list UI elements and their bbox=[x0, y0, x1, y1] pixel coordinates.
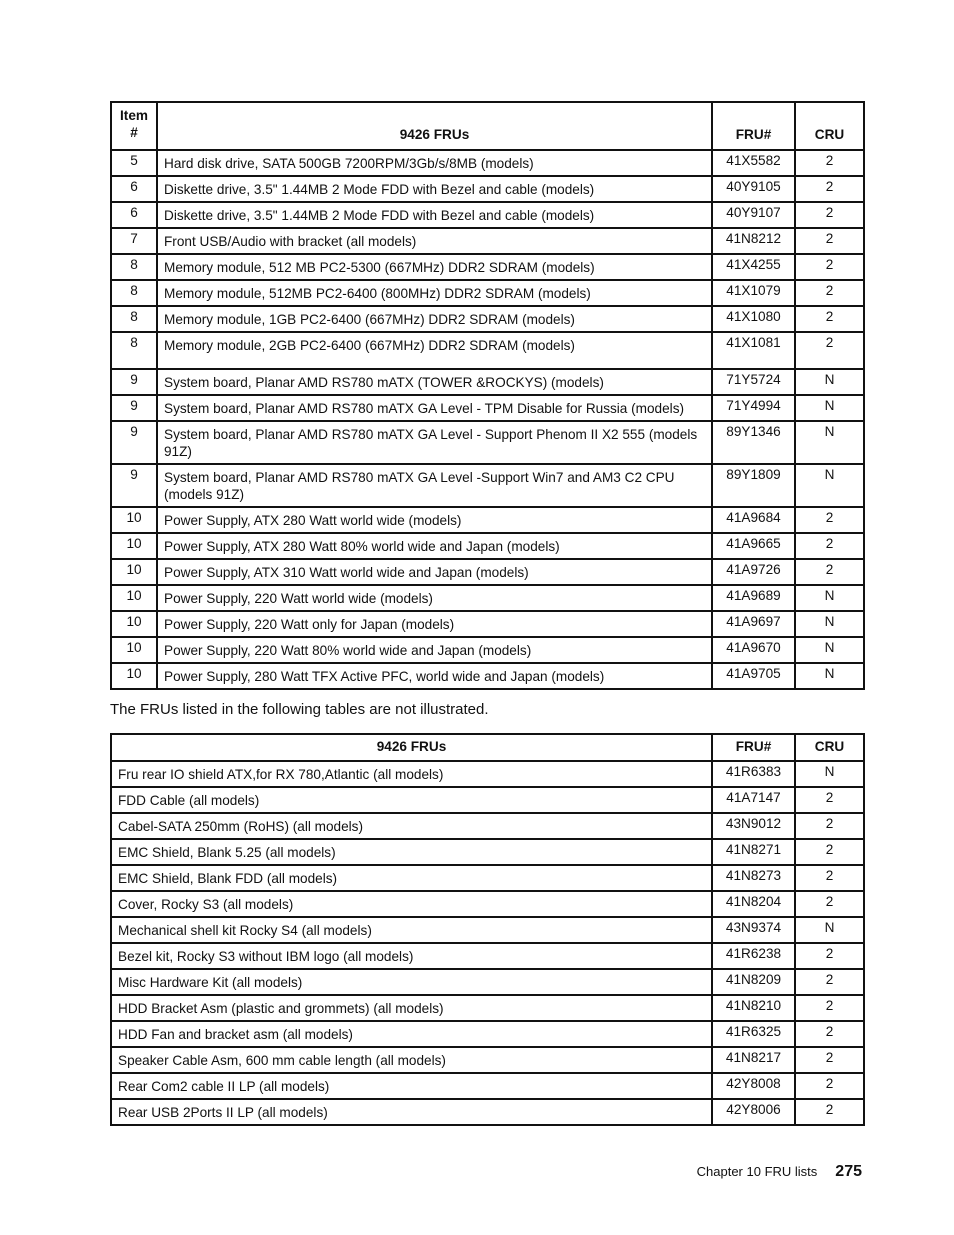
fru-number-cell: 41X1079 bbox=[712, 280, 795, 306]
fru-number-cell: 41N8273 bbox=[712, 865, 795, 891]
cru-cell: N bbox=[795, 421, 864, 464]
cru-cell: 2 bbox=[795, 943, 864, 969]
fru-number-cell: 41N8210 bbox=[712, 995, 795, 1021]
table-row bbox=[111, 280, 864, 306]
table-row bbox=[111, 533, 864, 559]
description-cell: HDD Bracket Asm (plastic and grommets) (all models) bbox=[111, 995, 712, 1021]
fru-number-cell: 41A9726 bbox=[712, 559, 795, 585]
table-row bbox=[111, 969, 864, 995]
table-row bbox=[111, 585, 864, 611]
table-row bbox=[111, 1047, 864, 1073]
description-cell: Bezel kit, Rocky S3 without IBM logo (all models) bbox=[111, 943, 712, 969]
description-cell: System board, Planar AMD RS780 mATX (TOWER &ROCKYS) (models) bbox=[157, 369, 712, 395]
page-footer bbox=[697, 1163, 862, 1181]
table-row bbox=[111, 1021, 864, 1047]
table-header-row bbox=[111, 734, 864, 761]
cru-cell: 2 bbox=[795, 865, 864, 891]
table-header-row bbox=[111, 102, 864, 150]
column-header-cru: CRU bbox=[795, 734, 864, 761]
description-cell: Memory module, 2GB PC2-6400 (667MHz) DDR2 SDRAM (models) bbox=[157, 332, 712, 369]
column-header-item: Item # bbox=[111, 102, 157, 150]
cru-cell: 2 bbox=[795, 839, 864, 865]
fru-table-not-illustrated bbox=[110, 733, 865, 1126]
table-row bbox=[111, 369, 864, 395]
fru-table-illustrated bbox=[110, 101, 865, 690]
item-cell: 8 bbox=[111, 306, 157, 332]
cru-cell: 2 bbox=[795, 306, 864, 332]
table-row bbox=[111, 663, 864, 689]
cru-cell: 2 bbox=[795, 176, 864, 202]
table-row bbox=[111, 150, 864, 176]
fru-number-cell: 41N8204 bbox=[712, 891, 795, 917]
cru-cell: 2 bbox=[795, 559, 864, 585]
description-cell: System board, Planar AMD RS780 mATX GA Level - Support Phenom II X2 555 (models 91Z) bbox=[157, 421, 712, 464]
fru-number-cell: 40Y9107 bbox=[712, 202, 795, 228]
fru-number-cell: 41A9697 bbox=[712, 611, 795, 637]
cru-cell: 2 bbox=[795, 787, 864, 813]
cru-cell: 2 bbox=[795, 254, 864, 280]
table-row bbox=[111, 464, 864, 507]
table-row bbox=[111, 202, 864, 228]
description-cell: Power Supply, 220 Watt only for Japan (models) bbox=[157, 611, 712, 637]
fru-number-cell: 41A7147 bbox=[712, 787, 795, 813]
table-row bbox=[111, 332, 864, 369]
item-cell: 5 bbox=[111, 150, 157, 176]
cru-cell: N bbox=[795, 761, 864, 787]
cru-cell: 2 bbox=[795, 533, 864, 559]
chapter-label: Chapter 10 FRU lists bbox=[696, 1164, 818, 1179]
fru-number-cell: 41N8271 bbox=[712, 839, 795, 865]
description-cell: Power Supply, 220 Watt world wide (models) bbox=[157, 585, 712, 611]
cru-cell: 2 bbox=[795, 1021, 864, 1047]
description-cell: Hard disk drive, SATA 500GB 7200RPM/3Gb/s/8MB (models) bbox=[157, 150, 712, 176]
cru-cell: N bbox=[795, 917, 864, 943]
cru-cell: 2 bbox=[795, 332, 864, 369]
fru-number-cell: 41X5582 bbox=[712, 150, 795, 176]
description-cell: Speaker Cable Asm, 600 mm cable length (all models) bbox=[111, 1047, 712, 1073]
cru-cell: 2 bbox=[795, 813, 864, 839]
description-cell: EMC Shield, Blank FDD (all models) bbox=[111, 865, 712, 891]
item-cell: 10 bbox=[111, 611, 157, 637]
description-cell: Power Supply, ATX 310 Watt world wide and Japan (models) bbox=[157, 559, 712, 585]
cru-cell: N bbox=[795, 395, 864, 421]
table-row bbox=[111, 761, 864, 787]
description-cell: Diskette drive, 3.5" 1.44MB 2 Mode FDD with Bezel and cable (models) bbox=[157, 202, 712, 228]
item-cell: 10 bbox=[111, 637, 157, 663]
page-number: 275 bbox=[835, 1163, 862, 1180]
cru-cell: 2 bbox=[795, 969, 864, 995]
description-cell: Cover, Rocky S3 (all models) bbox=[111, 891, 712, 917]
cru-cell: 2 bbox=[795, 995, 864, 1021]
cru-cell: 2 bbox=[795, 202, 864, 228]
fru-number-cell: 41X1080 bbox=[712, 306, 795, 332]
fru-number-cell: 41X4255 bbox=[712, 254, 795, 280]
description-cell: Power Supply, ATX 280 Watt world wide (models) bbox=[157, 507, 712, 533]
fru-number-cell: 41A9705 bbox=[712, 663, 795, 689]
fru-number-cell: 41A9665 bbox=[712, 533, 795, 559]
fru-number-cell: 41X1081 bbox=[712, 332, 795, 369]
fru-number-cell: 89Y1809 bbox=[712, 464, 795, 507]
table-row bbox=[111, 559, 864, 585]
column-header-description: 9426 FRUs bbox=[157, 102, 712, 150]
fru-number-cell: 41A9670 bbox=[712, 637, 795, 663]
cru-cell: 2 bbox=[795, 507, 864, 533]
fru-number-cell: 41A9684 bbox=[712, 507, 795, 533]
column-header-description: 9426 FRUs bbox=[111, 734, 712, 761]
description-cell: FDD Cable (all models) bbox=[111, 787, 712, 813]
table-row bbox=[111, 637, 864, 663]
cru-cell: 2 bbox=[795, 1073, 864, 1099]
description-cell: Memory module, 512 MB PC2-5300 (667MHz) DDR2 SDRAM (models) bbox=[157, 254, 712, 280]
item-cell: 10 bbox=[111, 533, 157, 559]
description-cell: EMC Shield, Blank 5.25 (all models) bbox=[111, 839, 712, 865]
item-cell: 9 bbox=[111, 395, 157, 421]
description-cell: HDD Fan and bracket asm (all models) bbox=[111, 1021, 712, 1047]
fru-number-cell: 41N8217 bbox=[712, 1047, 795, 1073]
fru-number-cell: 71Y4994 bbox=[712, 395, 795, 421]
table-row bbox=[111, 995, 864, 1021]
table-row bbox=[111, 839, 864, 865]
fru-number-cell: 41R6238 bbox=[712, 943, 795, 969]
table-row bbox=[111, 1099, 864, 1125]
cru-cell: 2 bbox=[795, 1099, 864, 1125]
cru-cell: 2 bbox=[795, 891, 864, 917]
table-row bbox=[111, 865, 864, 891]
cru-cell: 2 bbox=[795, 280, 864, 306]
fru-number-cell: 40Y9105 bbox=[712, 176, 795, 202]
table-row bbox=[111, 891, 864, 917]
fru-number-cell: 43N9374 bbox=[712, 917, 795, 943]
item-cell: 10 bbox=[111, 559, 157, 585]
description-cell: Rear Com2 cable II LP (all models) bbox=[111, 1073, 712, 1099]
item-cell: 6 bbox=[111, 176, 157, 202]
table-row bbox=[111, 306, 864, 332]
item-cell: 10 bbox=[111, 507, 157, 533]
table-row bbox=[111, 507, 864, 533]
description-cell: Memory module, 512MB PC2-6400 (800MHz) DDR2 SDRAM (models) bbox=[157, 280, 712, 306]
column-header-fru: FRU# bbox=[712, 102, 795, 150]
item-cell: 6 bbox=[111, 202, 157, 228]
cru-cell: N bbox=[795, 611, 864, 637]
table-row bbox=[111, 943, 864, 969]
table-row bbox=[111, 228, 864, 254]
item-cell: 8 bbox=[111, 280, 157, 306]
fru-number-cell: 41N8209 bbox=[712, 969, 795, 995]
cru-cell: N bbox=[795, 464, 864, 507]
fru-number-cell: 41R6383 bbox=[712, 761, 795, 787]
item-cell: 10 bbox=[111, 585, 157, 611]
table-row bbox=[111, 1073, 864, 1099]
table-row bbox=[111, 813, 864, 839]
table-row bbox=[111, 176, 864, 202]
description-cell: Cabel-SATA 250mm (RoHS) (all models) bbox=[111, 813, 712, 839]
item-cell: 8 bbox=[111, 332, 157, 369]
description-cell: Power Supply, ATX 280 Watt 80% world wide and Japan (models) bbox=[157, 533, 712, 559]
description-cell: System board, Planar AMD RS780 mATX GA Level -Support Win7 and AM3 C2 CPU (models 91Z) bbox=[157, 464, 712, 507]
fru-number-cell: 43N9012 bbox=[712, 813, 795, 839]
fru-number-cell: 41N8212 bbox=[712, 228, 795, 254]
cru-cell: N bbox=[795, 369, 864, 395]
cru-cell: N bbox=[795, 663, 864, 689]
table-row bbox=[111, 421, 864, 464]
column-header-cru: CRU bbox=[795, 102, 864, 150]
fru-number-cell: 42Y8006 bbox=[712, 1099, 795, 1125]
intro-paragraph: The FRUs listed in the following tables are not illustrated. bbox=[110, 701, 489, 718]
description-cell: Mechanical shell kit Rocky S4 (all models) bbox=[111, 917, 712, 943]
column-header-fru: FRU# bbox=[712, 734, 795, 761]
description-cell: Power Supply, 280 Watt TFX Active PFC, world wide and Japan (models) bbox=[157, 663, 712, 689]
item-cell: 7 bbox=[111, 228, 157, 254]
table-row bbox=[111, 254, 864, 280]
item-cell: 8 bbox=[111, 254, 157, 280]
fru-number-cell: 41R6325 bbox=[712, 1021, 795, 1047]
fru-number-cell: 41A9689 bbox=[712, 585, 795, 611]
table-row bbox=[111, 395, 864, 421]
item-cell: 9 bbox=[111, 421, 157, 464]
description-cell: Memory module, 1GB PC2-6400 (667MHz) DDR2 SDRAM (models) bbox=[157, 306, 712, 332]
cru-cell: N bbox=[795, 585, 864, 611]
description-cell: Rear USB 2Ports II LP (all models) bbox=[111, 1099, 712, 1125]
cru-cell: 2 bbox=[795, 1047, 864, 1073]
description-cell: Fru rear IO shield ATX,for RX 780,Atlantic (all models) bbox=[111, 761, 712, 787]
item-cell: 9 bbox=[111, 369, 157, 395]
fru-number-cell: 71Y5724 bbox=[712, 369, 795, 395]
cru-cell: 2 bbox=[795, 228, 864, 254]
fru-number-cell: 89Y1346 bbox=[712, 421, 795, 464]
description-cell: System board, Planar AMD RS780 mATX GA Level - TPM Disable for Russia (models) bbox=[157, 395, 712, 421]
cru-cell: 2 bbox=[795, 150, 864, 176]
table-row bbox=[111, 787, 864, 813]
description-cell: Power Supply, 220 Watt 80% world wide and Japan (models) bbox=[157, 637, 712, 663]
item-cell: 10 bbox=[111, 663, 157, 689]
fru-number-cell: 42Y8008 bbox=[712, 1073, 795, 1099]
table-row bbox=[111, 611, 864, 637]
table-row bbox=[111, 917, 864, 943]
description-cell: Front USB/Audio with bracket (all models) bbox=[157, 228, 712, 254]
description-cell: Diskette drive, 3.5" 1.44MB 2 Mode FDD with Bezel and cable (models) bbox=[157, 176, 712, 202]
cru-cell: N bbox=[795, 637, 864, 663]
description-cell: Misc Hardware Kit (all models) bbox=[111, 969, 712, 995]
item-cell: 9 bbox=[111, 464, 157, 507]
